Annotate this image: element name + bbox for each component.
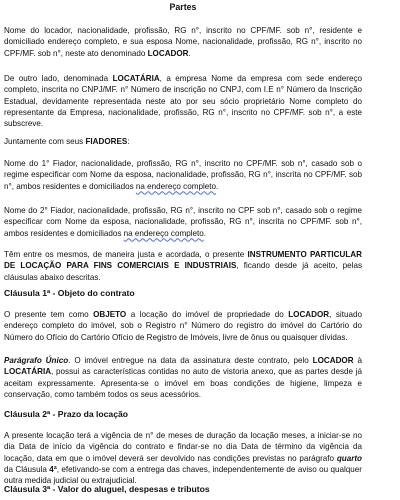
term-locataria: LOCATÁRIA	[112, 74, 160, 83]
paragraph-fiador-1: Nome do 1° Fiador, nacionalidade, profissão, RG n°, inscrito no CPF/MF. sob n°, casado sob o regime especificar com Nome da esposa, nacionalidade, profissão, RG n°, inscrita no CPF/MF. sob n°, ambos residentes e domiciliados na endereço completo.	[4, 159, 362, 191]
spellcheck-underline: na endereço completo	[123, 228, 204, 238]
paragraph-objeto: O presente tem como OBJETO a locação do imóvel de propriedade do LOCADOR, situado endereço completo do imóvel, sob o Registro n° Número do registro do imóvel do Cartório do Número do Ofício do Cartório Ofício de Registro de Imóveis, livre de ônus ou quaisquer dívidas.	[4, 310, 362, 342]
section-title: Partes	[169, 2, 197, 12]
term-instrumento: INSTRUMENTO PARTICULAR DE LOCAÇÃO PARA FINS COMERCIAIS E INDUSTRIAIS	[4, 250, 362, 271]
paragraph-fiadores-intro: Juntamente com seus FIADORES:	[4, 137, 130, 146]
paragraph-locador: Nome do locador, nacionalidade, profissão, RG n°, inscrito no CPF/MF. sob n°, residente e domiciliado endereço completo, e sua esposa Nome, nacionalidade, profissão, RG n°, inscrito no CPF/MF. sob n°, neste ato denominado LOCADOR.	[4, 26, 362, 58]
term-locador: LOCADOR	[147, 48, 189, 58]
clause-3-heading: Cláusula 3ª - Valor do aluguel, despesas e tributos	[4, 484, 210, 494]
term-fiadores: FIADORES	[85, 137, 128, 146]
clause-1-heading: Cláusula 1ª - Objeto do contrato	[4, 288, 135, 298]
paragraph-locataria: De outro lado, denominada LOCATÁRIA, a empresa Nome da empresa com sede endereço completo, inscrita no CNPJ/MF. n° Número de inscrição no CNPJ, com I.E n° Número da Inscrição Estadual, devidamente representada neste ato por seu sócio proprietário Nome completo do representante da Empresa, nacionalidade, profissão, RG n°, inscrito no CPF/MF. sob n°, a este subscreve.	[4, 74, 362, 129]
paragraph-instrumento: Têm entre os mesmos, de maneira justa e acordada, o presente INSTRUMENTO PARTICULAR DE LOCAÇÃO PARA FINS COMERCIAIS E INDUSTRIAIS, ficando desde já aceito, pelas cláusulas abaixo descritas.	[4, 250, 363, 282]
paragraph-fiador-2: Nome do 2° Fiador, nacionalidade, profissão, RG n°, inscrito no CPF sob n°, casado sob o regime especificar com Nome da esposa, nacionalidade, profissão, RG n°, inscrita no CPF/MF. sob n°, ambos residentes e domiciliados na endereço completo.	[4, 206, 362, 238]
paragraph-unico: Parágrafo Único. O imóvel entregue na data da assinatura deste contrato, pelo LOCADOR à LOCATÁRIA, possui as características contidas no auto de vistoria anexo, que as partes desde já aceitam expressamente. Apresenta-se o imóvel em boas condições de higiene, limpeza e conservação, como também todos os seus acessórios.	[4, 356, 362, 399]
spellcheck-underline: na endereço completo	[135, 181, 216, 191]
clause-2-heading: Cláusula 2ª - Prazo da locação	[4, 409, 129, 419]
paragraph-prazo: A presente locação terá a vigência de n° de meses de duração da locação meses, a iniciar-se no dia Data de início da vigência do contrato e findar-se no dia Data de término da vigência da locação, data em que o imóvel deverá ser devolvido nas condições previstas no parágrafo quarto da Cláusula 4ª, efetivando-se com a entrega das chaves, independentemente de aviso ou qualquer outra medida judicial ou extrajudicial.	[4, 431, 362, 486]
